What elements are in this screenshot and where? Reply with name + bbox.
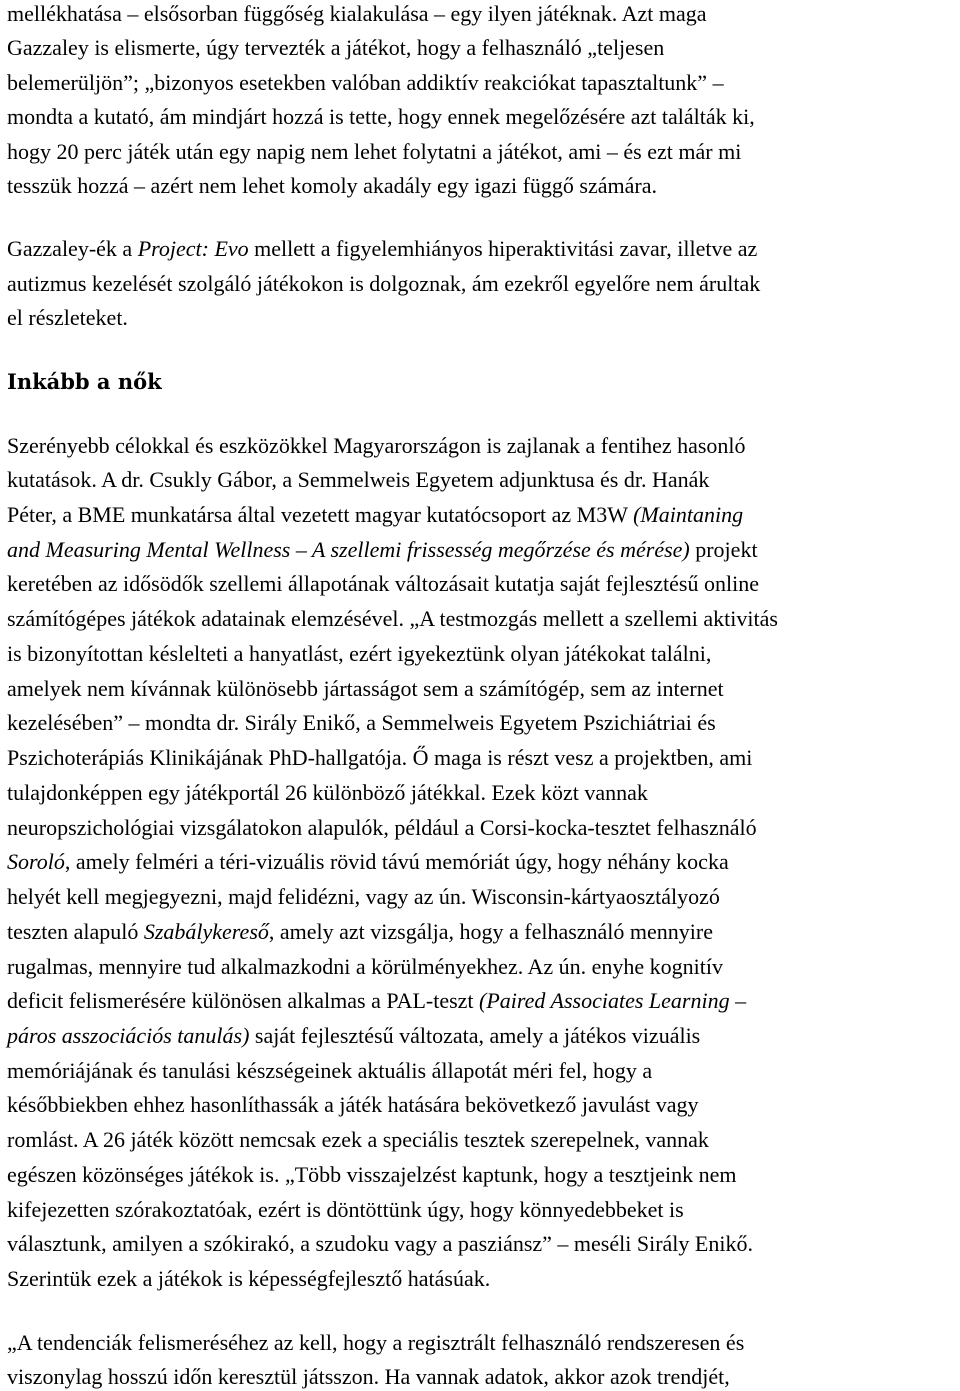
m3w-title: (Maintaning xyxy=(633,502,744,527)
p3-line-9: kezelésében” – mondta dr. Sirály Enikő, a Semmelweis Egyetem Pszichiátriai és xyxy=(7,710,716,735)
p3-line-15 xyxy=(7,919,713,945)
p1-line-6: tesszük hozzá – azért nem lehet komoly akadály egy igazi függő számára. xyxy=(7,173,657,198)
p3-line-6: számítógépes játékok adatainak elemzésével. „A testmozgás mellett a szellemi aktivitás xyxy=(7,606,778,631)
p4-line-2: viszonylag hosszú időn keresztül játsszon. Ha vannak adatok, akkor azok trendjét, xyxy=(7,1364,730,1389)
p1-line-5: hogy 20 perc játék után egy napig nem lehet folytatni a játékot, ami – és ezt már mi xyxy=(7,139,742,164)
p2-line-2: autizmus kezelését szolgáló játékokon is dolgoznak, ám ezekről egyelőre nem árultak xyxy=(7,271,761,296)
p3-line-24: választunk, amilyen a szókirakó, a szudoku vagy a pasziánsz” – meséli Sirály Enikő. xyxy=(7,1231,753,1256)
p1-line-2: Gazzaley is elismerte, úgy tervezték a játékot, hogy a felhasználó „teljesen xyxy=(7,35,665,60)
project-evo-title: Project: Evo xyxy=(137,236,249,261)
p2-line-1 xyxy=(7,236,757,262)
p3-line-1: Szerényebb célokkal és eszközökkel Magyarországon is zajlanak a fentihez hasonló xyxy=(7,433,746,458)
p3-line-10: Pszichoterápiás Klinikájának PhD-hallgatója. Ő maga is részt vesz a projektben, ami xyxy=(7,745,753,770)
p2-text: Gazzaley-ék a xyxy=(7,236,138,261)
p4-line-1: „A tendenciák felismeréséhez az kell, hogy a regisztrált felhasználó rendszeresen és xyxy=(7,1330,745,1355)
p3-line-17 xyxy=(7,988,746,1014)
p1-line-4: mondta a kutató, ám mindjárt hozzá is tette, hogy ennek megelőzésére azt találták ki, xyxy=(7,104,755,129)
p3-line-25: Szerintük ezek a játékok is képességfejlesztő hatásúak. xyxy=(7,1266,491,1291)
game-title-sorolo: Soroló xyxy=(7,849,65,874)
p3-line-20: későbbiekben ehhez hasonlíthassák a játék hatására bekövetkező javulást vagy xyxy=(7,1092,699,1117)
p3-line-8: amelyek nem kívánnak különösebb jártasságot sem a számítógép, sem az internet xyxy=(7,676,724,701)
p3-line-3 xyxy=(7,502,743,528)
p3-text: Péter, a BME munkatársa által vezetett magyar kutatócsoport az M3W xyxy=(7,502,634,527)
p3-text: , amely felméri a téri-vizuális rövid távú memóriát úgy, hogy néhány kocka xyxy=(64,849,729,874)
section-heading: Inkább a nők xyxy=(7,369,162,394)
m3w-title: and Measuring Mental Wellness – A szellemi frissesség megőrzése és mérése) xyxy=(7,537,690,562)
p3-line-21: romlást. A 26 játék között nemcsak ezek a speciális tesztek szerepelnek, vannak xyxy=(7,1127,709,1152)
p3-text: deficit felismerésére különösen alkalmas a PAL-teszt xyxy=(7,988,480,1013)
p3-line-19: memóriájának és tanulási készségeinek aktuális állapotát méri fel, hogy a xyxy=(7,1058,653,1083)
pal-test-title: páros asszociációs tanulás) xyxy=(7,1023,250,1048)
p3-line-22: egészen közönséges játékok is. „Több visszajelzést kaptunk, hogy a tesztjeink nem xyxy=(7,1162,737,1187)
p3-line-16: rugalmas, mennyire tud alkalmazkodni a körülményekhez. Az ún. enyhe kognitív xyxy=(7,954,724,979)
p3-text: teszten alapuló xyxy=(7,919,144,944)
p3-line-23: kifejezetten szórakoztatóak, ezért is döntöttünk úgy, hogy könnyedebbeket is xyxy=(7,1197,684,1222)
game-title-szabalykereso: Szabálykereső xyxy=(143,919,269,944)
p3-line-12: neuropszichológiai vizsgálatokon alapulók, például a Corsi-kocka-tesztet felhasználó xyxy=(7,815,757,840)
p3-text: , amely azt vizsgálja, hogy a felhasználó mennyire xyxy=(268,919,713,944)
p3-line-11: tulajdonképpen egy játékportál 26 különböző játékkal. Ezek közt vannak xyxy=(7,780,648,805)
p2-line-3: el részleteket. xyxy=(7,305,128,330)
p3-line-2: kutatások. A dr. Csukly Gábor, a Semmelweis Egyetem adjunktusa és dr. Hanák xyxy=(7,467,710,492)
p3-line-7: is bizonyítottan késlelteti a hanyatlást, ezért igyekeztünk olyan játékokat találni, xyxy=(7,641,712,666)
p3-text: saját fejlesztésű változata, amely a játékos vizuális xyxy=(249,1023,701,1048)
p3-line-4 xyxy=(7,537,758,563)
p1-line-1: mellékhatása – elsősorban függőség kialakulása – egy ilyen játéknak. Azt maga xyxy=(7,1,707,26)
p3-text: projekt xyxy=(689,537,758,562)
p3-line-14: helyét kell megjegyezni, majd felidézni, vagy az ún. Wisconsin-kártyaosztályozó xyxy=(7,884,720,909)
p3-line-18 xyxy=(7,1023,700,1049)
p2-text: mellett a figyelemhiányos hiperaktivitási zavar, illetve az xyxy=(248,236,758,261)
p3-line-13 xyxy=(7,849,729,875)
p1-line-3: belemerüljön”; „bizonyos esetekben valóban addiktív reakciókat tapasztaltunk” – xyxy=(7,70,724,95)
p3-line-5: keretében az idősödők szellemi állapotának változásait kutatja saját fejlesztésű online xyxy=(7,571,759,596)
pal-test-title: (Paired Associates Learning – xyxy=(479,988,747,1013)
